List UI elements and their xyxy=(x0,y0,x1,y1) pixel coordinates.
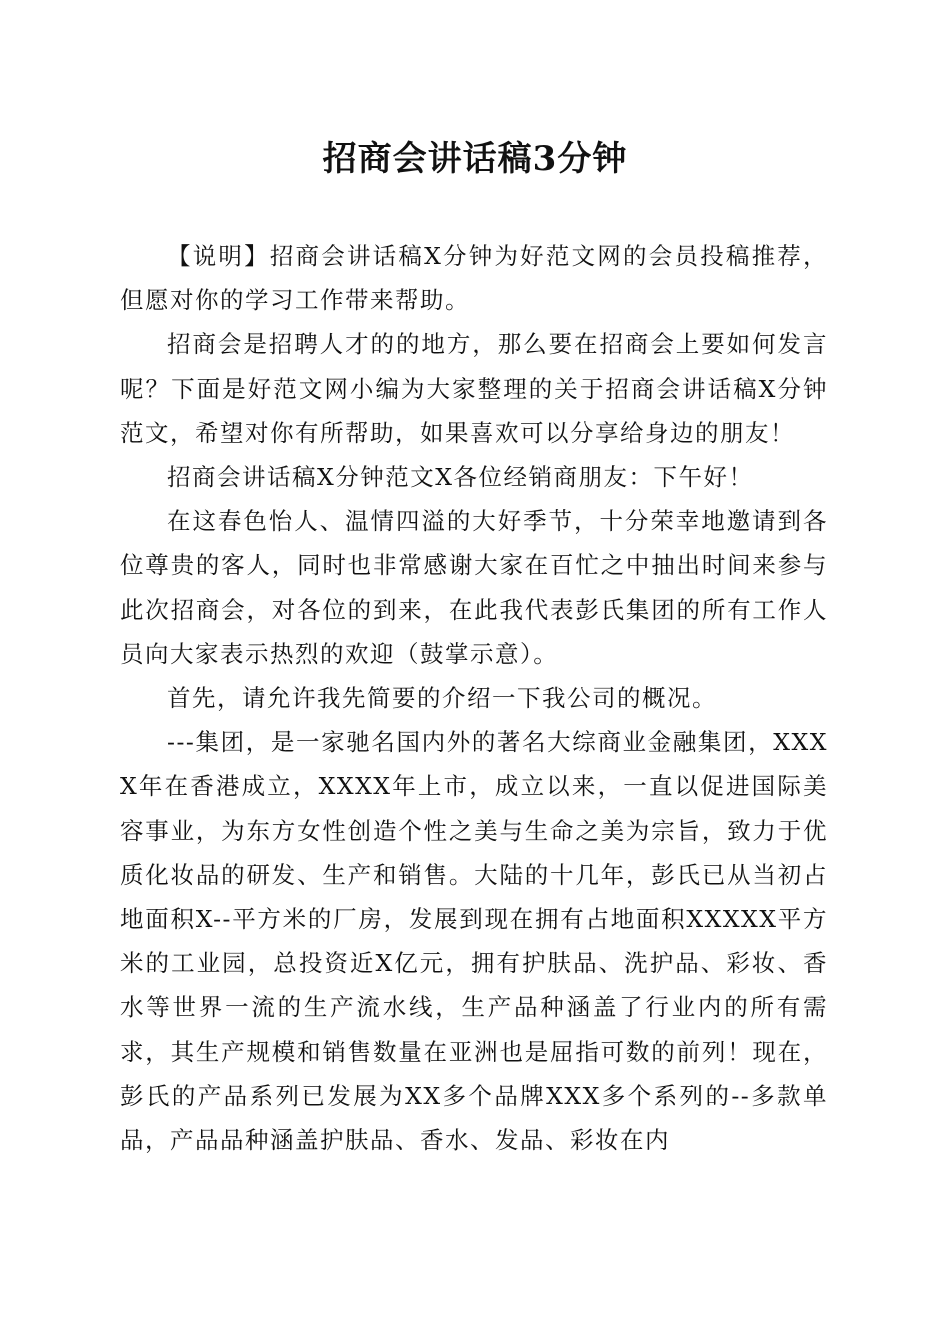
document-title: 招商会讲话稿3分钟 xyxy=(322,139,628,179)
paragraph-company-intro: 首先，请允许我先简要的介绍一下我公司的概况。 xyxy=(167,684,717,713)
document-body xyxy=(120,234,828,1162)
paragraph-intro-note: 【说明】招商会讲话稿X分钟为好范文网的会员投稿推荐，但愿对你的学习工作带来帮助。 xyxy=(120,242,828,315)
paragraph-greeting: 招商会讲话稿X分钟范文X各位经销商朋友：下午好！ xyxy=(167,463,754,492)
paragraph-company-overview: ---集团，是一家驰名国内外的著名大综商业金融集团，XXXX年在香港成立，XXXX年上市，成立以来，一直以促进国际美容事业，为东方女性创造个性之美与生命之美为宗旨，致力于优质化妆品的研发、生产和销售。大陆的十几年，彭氏已从当初占地面积X--平方米的厂房，发展到现在拥有占地面积XXXXX平方米的工业园，总投资近X亿元，拥有护肤品、洗护品、彩妆、香水等世界一流的生产流水线，生产品种涵盖了行业内的所有需求，其生产规模和销售数量在亚洲也是屈指可数的前列！现在，彭氏的产品系列已发展为XX多个品牌XXX多个系列的--多款单品，产品品种涵盖护肤品、香水、发品、彩妆在内 xyxy=(120,728,828,1155)
paragraph-welcome: 在这春色怡人、温情四溢的大好季节，十分荣幸地邀请到各位尊贵的客人，同时也非常感谢大家在百忙之中抽出时间来参与此次招商会，对各位的到来，在此我代表彭氏集团的所有工作人员向大家表示热烈的欢迎（鼓掌示意）。 xyxy=(120,507,828,668)
paragraph-preface: 招商会是招聘人才的的地方，那么要在招商会上要如何发言呢？下面是好范文网小编为大家整理的关于招商会讲话稿X分钟范文，希望对你有所帮助，如果喜欢可以分享给身边的朋友！ xyxy=(120,330,828,447)
